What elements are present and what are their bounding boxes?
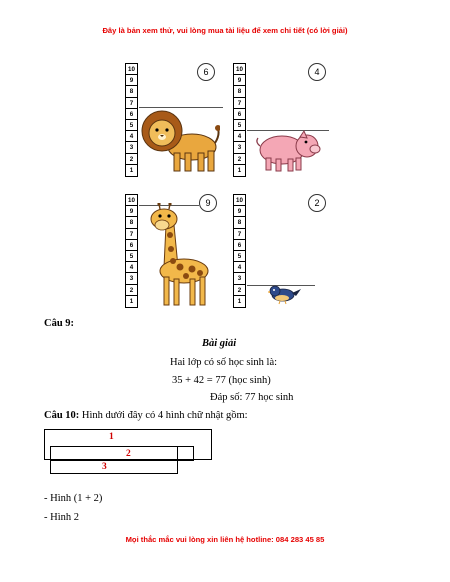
rectangle-label-1: 1 xyxy=(109,432,114,442)
number-circle: 2 xyxy=(308,194,326,212)
ruler-tick: 10 xyxy=(126,64,137,75)
ruler-tick: 3 xyxy=(234,273,245,284)
footer-banner: Mọi thắc mắc vui lòng xin liên hệ hotline: 084 283 45 85 xyxy=(125,535,325,544)
ruler-tick: 4 xyxy=(234,262,245,273)
ruler-tick: 9 xyxy=(234,206,245,217)
ruler-tick: 7 xyxy=(126,98,137,109)
question-10-text: Hình dưới đây có 4 hình chữ nhật gồm: xyxy=(81,410,248,421)
ruler-tick: 9 xyxy=(126,75,137,86)
height-ruler xyxy=(125,194,138,308)
height-ruler xyxy=(233,63,246,177)
solution-title: Bài giải xyxy=(202,338,237,349)
ruler-tick: 5 xyxy=(126,251,137,262)
ruler-tick: 8 xyxy=(234,86,245,97)
ruler-tick: 4 xyxy=(126,262,137,273)
ruler-tick: 10 xyxy=(126,195,137,206)
bird-illustration xyxy=(268,283,302,305)
rectangle-label-3: 3 xyxy=(102,462,107,472)
number-circle: 6 xyxy=(197,63,215,81)
ruler-tick: 1 xyxy=(237,297,242,305)
number-circle: 9 xyxy=(199,194,217,212)
ruler-tick: 7 xyxy=(234,98,245,109)
number-circle: 4 xyxy=(308,63,326,81)
rectangle-3 xyxy=(50,446,178,474)
ruler-tick: 2 xyxy=(234,154,245,165)
ruler-tick: 1 xyxy=(237,166,242,174)
ruler-tick: 7 xyxy=(234,229,245,240)
ruler-tick: 10 xyxy=(234,195,245,206)
ruler-tick: 1 xyxy=(129,297,134,305)
ruler-tick: 8 xyxy=(234,217,245,228)
lion-illustration xyxy=(140,105,220,177)
ruler-tick: 2 xyxy=(234,285,245,296)
solution-line-2: 35 + 42 = 77 (học sinh) xyxy=(172,375,271,386)
height-ruler xyxy=(233,194,246,308)
question-10-label: Câu 10: xyxy=(44,410,80,421)
ruler-tick: 6 xyxy=(126,109,137,120)
ruler-tick: 5 xyxy=(126,120,137,131)
solution-answer: Đáp số: 77 học sinh xyxy=(210,392,294,403)
header-banner: Đây là bản xem thử, vui lòng mua tài liệu để xem chi tiết (có lời giải) xyxy=(102,26,348,35)
ruler-tick: 2 xyxy=(126,285,137,296)
ruler-tick: 3 xyxy=(126,273,137,284)
ruler-tick: 3 xyxy=(126,142,137,153)
solution-line-1: Hai lớp có số học sinh là: xyxy=(170,357,278,368)
ruler-tick: 7 xyxy=(126,229,137,240)
rectangle-label-2: 2 xyxy=(126,449,131,459)
ruler-tick: 1 xyxy=(129,166,134,174)
answer-item-1: - Hình (1 + 2) xyxy=(44,493,103,504)
answer-item-2: - Hình 2 xyxy=(44,512,79,523)
ruler-tick: 10 xyxy=(234,64,245,75)
ruler-tick: 5 xyxy=(234,120,245,131)
question-9-label: Câu 9: xyxy=(44,318,75,329)
ruler-tick: 2 xyxy=(126,154,137,165)
pig-illustration xyxy=(254,128,324,176)
ruler-tick: 5 xyxy=(234,251,245,262)
ruler-tick: 4 xyxy=(234,131,245,142)
ruler-tick: 9 xyxy=(234,75,245,86)
ruler-tick: 6 xyxy=(234,240,245,251)
height-ruler xyxy=(125,63,138,177)
ruler-tick: 6 xyxy=(234,109,245,120)
ruler-tick: 8 xyxy=(126,217,137,228)
question-10 xyxy=(44,410,248,421)
giraffe-illustration xyxy=(142,203,217,309)
ruler-tick: 3 xyxy=(234,142,245,153)
ruler-tick: 4 xyxy=(126,131,137,142)
ruler-tick: 8 xyxy=(126,86,137,97)
ruler-tick: 6 xyxy=(126,240,137,251)
ruler-tick: 9 xyxy=(126,206,137,217)
